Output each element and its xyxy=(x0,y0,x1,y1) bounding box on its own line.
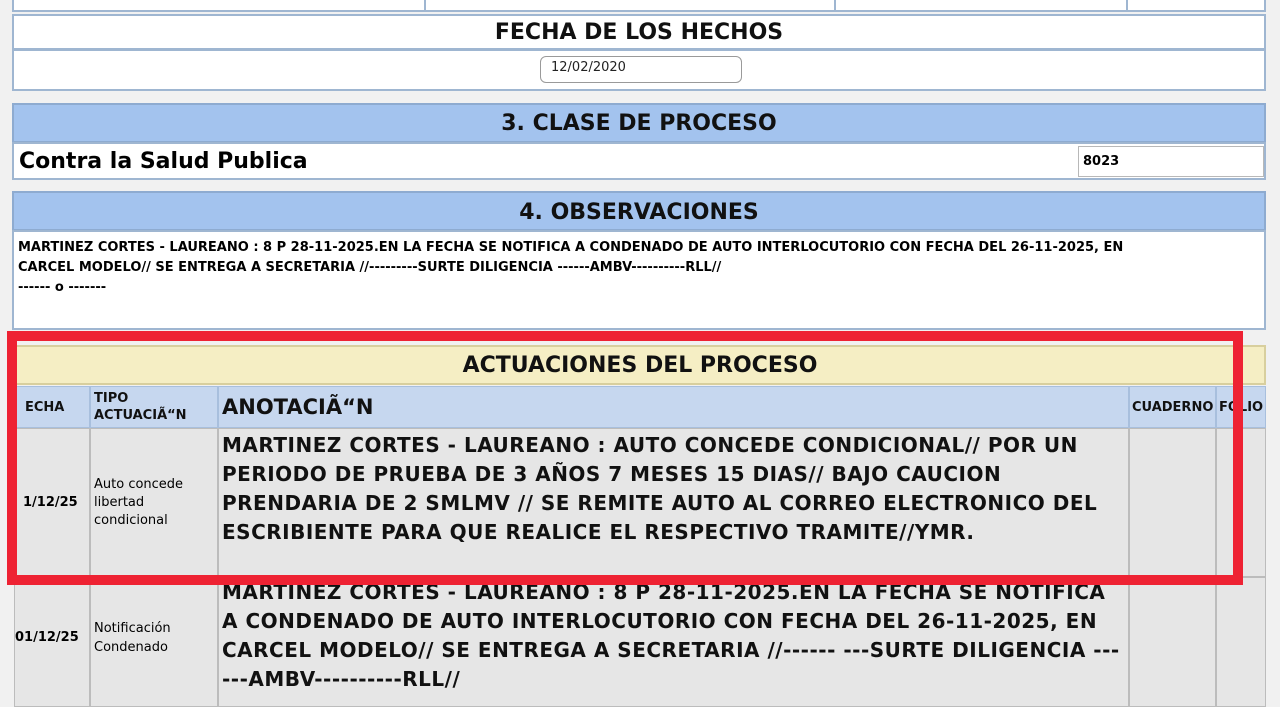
clase-proceso-code: 8023 xyxy=(1083,154,1120,169)
table-row-2-folio xyxy=(1216,577,1266,707)
col-header-tipo-label: TIPO ACTUACIÃ“N xyxy=(94,391,187,423)
row-anotacion: MARTINEZ CORTES - LAUREANO : 8 P 28-11-2025.EN LA FECHA SE NOTIFICA A CONDENADO DE AUTO INTERLOCUTORIO CON FECHA DEL 26-11-2025, EN CARCEL MODELO// SE ENTREGA A SECRETARIA //------ ---SURTE DILIGENCIA ------AMBV----------RLL// xyxy=(222,580,1120,691)
row-fecha: 01/12/25 xyxy=(15,630,79,645)
observaciones-title: 4. OBSERVACIONES xyxy=(519,200,759,225)
highlight-annotation-box xyxy=(7,331,1243,585)
clase-proceso-title: 3. CLASE DE PROCESO xyxy=(501,111,777,136)
clase-proceso-code-cell xyxy=(1078,146,1264,177)
fecha-hechos-title xyxy=(12,14,1266,50)
top-cell-divider xyxy=(424,0,426,12)
observaciones-header xyxy=(12,191,1266,231)
actuaciones-title: ACTUACIONES DEL PROCESO xyxy=(462,353,818,378)
col-header-anotacion-label: ANOTACIÃ“N xyxy=(222,395,374,419)
col-header-folio-label: FOLIO xyxy=(1219,400,1264,415)
top-partial-row xyxy=(12,0,1266,12)
top-cell-divider xyxy=(834,0,836,12)
row-anotacion: MARTINEZ CORTES - LAUREANO : AUTO CONCEDE CONDICIONAL// POR UN PERIODO DE PRUEBA DE 3 AÑOS 7 MESES 15 DIAS// BAJO CAUCION PRENDARIA DE 2 SMLMV // SE REMITE AUTO AL CORREO ELECTRONICO DEL ESCRIBIENTE PARA QUE REALICE EL RESPECTIVO TRAMITE//YMR. xyxy=(222,433,1098,544)
table-row-2-tipo xyxy=(90,577,218,707)
clase-proceso-row xyxy=(12,142,1266,180)
observaciones-line: MARTINEZ CORTES - LAUREANO : 8 P 28-11-2025.EN LA FECHA SE NOTIFICA A CONDENADO DE AUTO INTERLOCUTORIO CON FECHA DEL 26-11-2025, EN xyxy=(18,240,1124,255)
row-fecha: 1/12/25 xyxy=(23,495,78,510)
row-tipo: Auto concede libertad condicional xyxy=(94,477,184,528)
table-row-2-fecha xyxy=(14,577,90,707)
col-header-cuaderno-label: CUADERNO xyxy=(1132,400,1214,415)
top-cell-divider xyxy=(1126,0,1128,12)
observaciones-line: ------ o ------- xyxy=(18,280,107,295)
fecha-hechos-date-value: 12/02/2020 xyxy=(551,60,626,75)
col-header-fecha-label: ECHA xyxy=(25,400,65,415)
fecha-hechos-row xyxy=(12,49,1266,91)
observaciones-line: CARCEL MODELO// SE ENTREGA A SECRETARIA //---------SURTE DILIGENCIA ------AMBV----------RLL// xyxy=(18,260,722,275)
clase-proceso-name: Contra la Salud Publica xyxy=(19,149,308,174)
table-row-2-cuaderno xyxy=(1129,577,1216,707)
fecha-hechos-date-field[interactable] xyxy=(540,56,742,83)
observaciones-body xyxy=(12,230,1266,330)
table-row-2-anotacion xyxy=(218,577,1129,707)
clase-proceso-header xyxy=(12,103,1266,143)
fecha-hechos-title-text: FECHA DE LOS HECHOS xyxy=(494,20,784,45)
row-tipo: Notificación Condenado xyxy=(94,621,171,655)
